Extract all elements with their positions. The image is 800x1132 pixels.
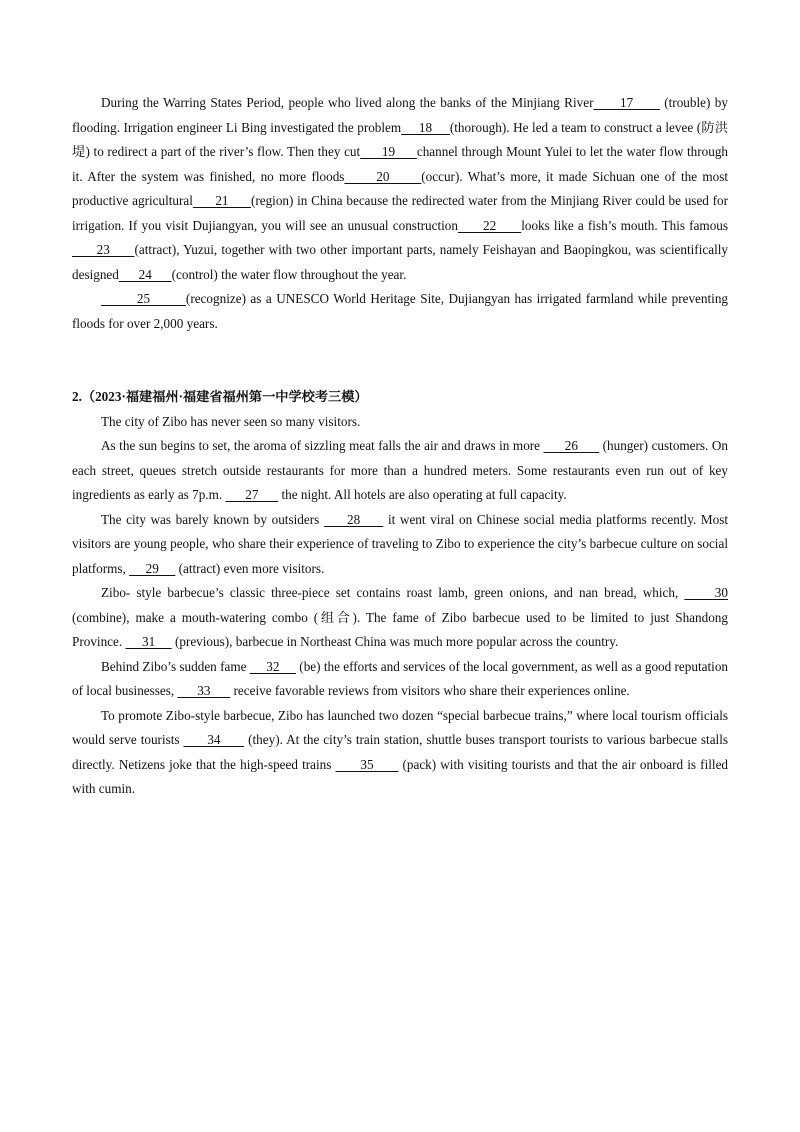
- paragraph-text: looks like a fish’s mouth. This famous: [521, 217, 729, 233]
- answer-blank[interactable]: 17: [593, 95, 660, 110]
- answer-blank[interactable]: 32: [249, 658, 296, 674]
- answer-blank[interactable]: 19: [360, 144, 417, 159]
- paragraph: [72, 704, 728, 802]
- answer-blank[interactable]: 26: [543, 438, 600, 453]
- answer-blank[interactable]: 33: [177, 683, 231, 698]
- paragraph-text: To promote Zibo-style barbecue, Zibo has launched two dozen “special barbecue trains,” where local tourism officials would serve tourists: [72, 707, 728, 747]
- paragraph-text: The city of Zibo has never seen so many visitors.: [101, 413, 361, 429]
- paragraph-text: (attract) even more visitors.: [175, 560, 325, 576]
- paragraph-text: (combine), make a mouth-watering combo (组合). The fame of Zibo barbecue used to be limited to just Shandong Province.: [72, 609, 728, 649]
- paragraph: [72, 655, 728, 704]
- paragraph: [72, 91, 728, 287]
- paragraph-text: The city was barely known by outsiders: [101, 511, 324, 527]
- paragraph-text: Behind Zibo’s sudden fame: [101, 658, 250, 674]
- paragraph-text: receive favorable reviews from visitors who share their experiences online.: [230, 683, 630, 698]
- passage-dujiangyan: [72, 91, 728, 336]
- answer-blank[interactable]: 34: [183, 732, 245, 747]
- paragraph-text: (thorough). He led a team to construct a levee (防洪堤) to redirect a part of the river’s flow. Then they cut: [72, 119, 729, 159]
- paragraph-text: As the sun begins to set, the aroma of sizzling meat falls the air and draws in more: [101, 438, 544, 453]
- paragraph-text: (be) the efforts and services of the local government, as well as a good reputation of local businesses,: [72, 658, 729, 698]
- paragraph: [72, 410, 728, 435]
- paragraph-text: the night. All hotels are also operating at full capacity.: [278, 487, 567, 502]
- paragraph-text: (attract), Yuzui, together with two other important parts, namely Feishayan and Baopingkou, was scientifically designed: [72, 242, 728, 282]
- answer-blank[interactable]: 23: [72, 242, 135, 257]
- answer-blank[interactable]: 25: [101, 291, 186, 306]
- paragraph-text: it went viral on Chinese social media platforms recently. Most visitors are young people, who share their experience of traveling to Zibo to experience the city’s barbecue culture on social platforms,: [72, 511, 728, 576]
- answer-blank[interactable]: 29: [129, 560, 176, 576]
- answer-blank[interactable]: 20: [344, 168, 422, 184]
- answer-blank[interactable]: 27: [225, 487, 279, 502]
- paragraph-text: (pack) with visiting tourists and that the air onboard is filled with cumin.: [72, 756, 729, 796]
- paragraph-text: (previous), barbecue in Northeast China was much more popular across the country.: [171, 634, 619, 649]
- paragraph-text: (trouble) by flooding. Irrigation engineer Li Bing investigated the problem: [72, 95, 728, 135]
- paragraph-text: Zibo- style barbecue’s classic three-piece set contains roast lamb, green onions, and nan bread, which,: [101, 585, 685, 600]
- paragraph-text: During the Warring States Period, people who lived along the banks of the Minjiang River: [101, 95, 594, 110]
- paragraph: [72, 508, 728, 582]
- answer-blank[interactable]: 35: [335, 756, 399, 772]
- question-heading: 2.（2023·福建福州·福建省福州第一中学校考三模）: [72, 389, 368, 404]
- answer-blank[interactable]: 31: [125, 634, 172, 649]
- paragraph-text: (hunger) customers. On each street, queues stretch outside restaurants for more than a hundred meters. Some restaurants even run out of key ingredients as early as 7p.m.: [72, 438, 728, 502]
- paragraph-text: channel through Mount Yulei to let the water flow through it. After the system was finished, no more floods: [72, 144, 729, 184]
- answer-blank[interactable]: 24: [118, 266, 172, 282]
- answer-blank[interactable]: 28: [323, 511, 384, 527]
- paragraph: [72, 434, 728, 508]
- paragraph-text: (occur). What’s more, it made Sichuan one of the most productive agricultural: [72, 168, 729, 208]
- paragraph-text: (control) the water flow throughout the year.: [171, 266, 407, 282]
- paragraph: [72, 287, 728, 336]
- answer-blank[interactable]: 18: [401, 119, 450, 135]
- answer-blank[interactable]: 21: [192, 193, 251, 208]
- answer-blank[interactable]: 30: [684, 585, 728, 600]
- paragraph-text: (region) in China because the redirected water from the Minjiang River could be used for irrigation. If you visit Dujiangyan, you will see an unusual construction: [72, 193, 728, 233]
- paragraph-text: (recognize) as a UNESCO World Heritage Site, Dujiangyan has irrigated farmland while preventing floods for over 2,000 years.: [72, 291, 729, 331]
- passage-zibo: [72, 385, 728, 802]
- answer-blank[interactable]: 22: [457, 217, 522, 233]
- paragraph: [72, 581, 728, 655]
- paragraph-text: (they). At the city’s train station, shuttle buses transport tourists to various barbecue stalls directly. Netizens joke that the high-speed trains: [72, 732, 729, 772]
